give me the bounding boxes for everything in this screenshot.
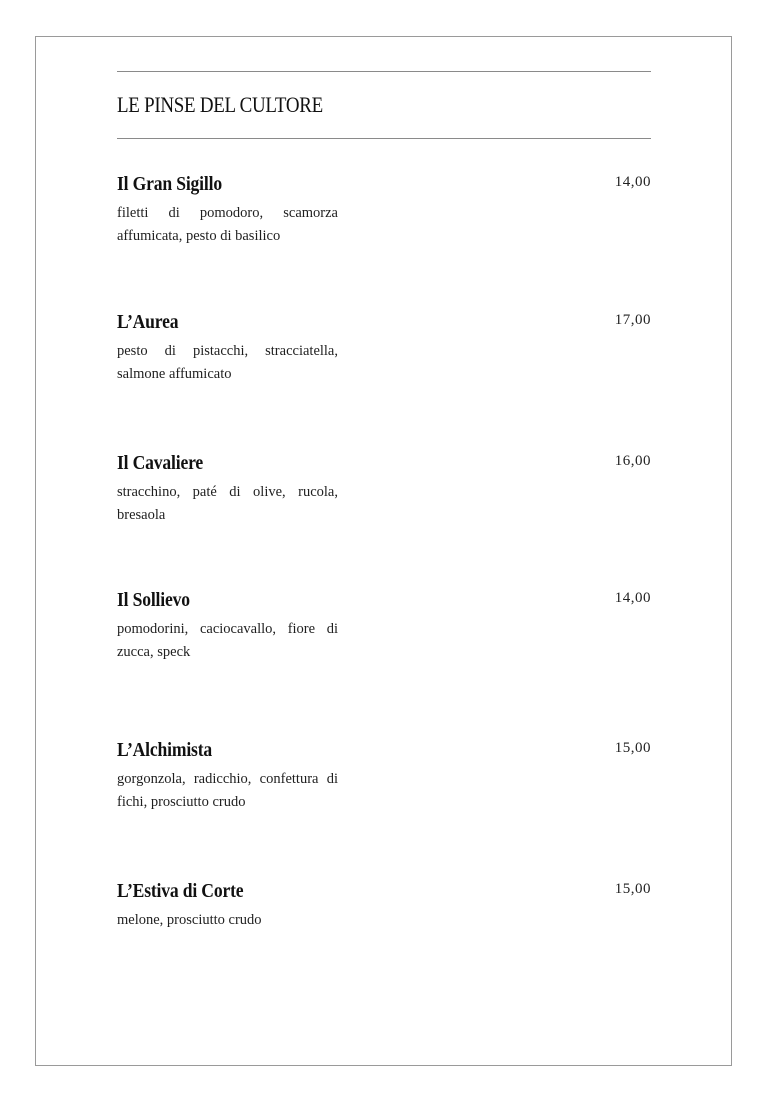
menu-item	[117, 451, 651, 527]
menu-item-description: filetti di pomodoro, scamorza affumicata, pesto di basilico	[117, 205, 338, 244]
menu-item-name: Il Sollievo	[117, 589, 190, 611]
menu-item-price: 17,00	[614, 312, 651, 328]
menu-item	[117, 310, 651, 386]
menu-item-description: pesto di pistacchi, stracciatella, salmone affumicato	[117, 343, 338, 382]
menu-item-name: L’Alchimista	[117, 739, 213, 761]
menu-item-description: melone, prosciutto crudo	[117, 912, 262, 928]
menu-item-description: stracchino, paté di olive, rucola, bresaola	[117, 484, 338, 523]
menu-item-name: L’Estiva di Corte	[117, 880, 244, 902]
menu-item-price: 15,00	[614, 881, 651, 897]
menu-item-price: 16,00	[614, 453, 651, 469]
title-divider	[117, 138, 651, 139]
menu-item-price: 14,00	[614, 174, 651, 190]
menu-item	[117, 172, 651, 248]
menu-item-description: pomodorini, caciocavallo, fiore di zucca, speck	[117, 621, 338, 660]
menu-item-price: 15,00	[614, 740, 651, 756]
menu-item-name: Il Cavaliere	[117, 452, 204, 474]
menu-item	[117, 738, 651, 814]
section-title: LE PINSE DEL CULTORE	[117, 92, 323, 117]
top-divider	[117, 71, 651, 72]
menu-item-description: gorgonzola, radicchio, confettura di fichi, prosciutto crudo	[117, 771, 338, 810]
menu-item	[117, 588, 651, 664]
menu-item	[117, 879, 651, 932]
menu-item-name: Il Gran Sigillo	[117, 173, 222, 195]
menu-item-name: L’Aurea	[117, 311, 179, 333]
menu-item-price: 14,00	[614, 590, 651, 606]
